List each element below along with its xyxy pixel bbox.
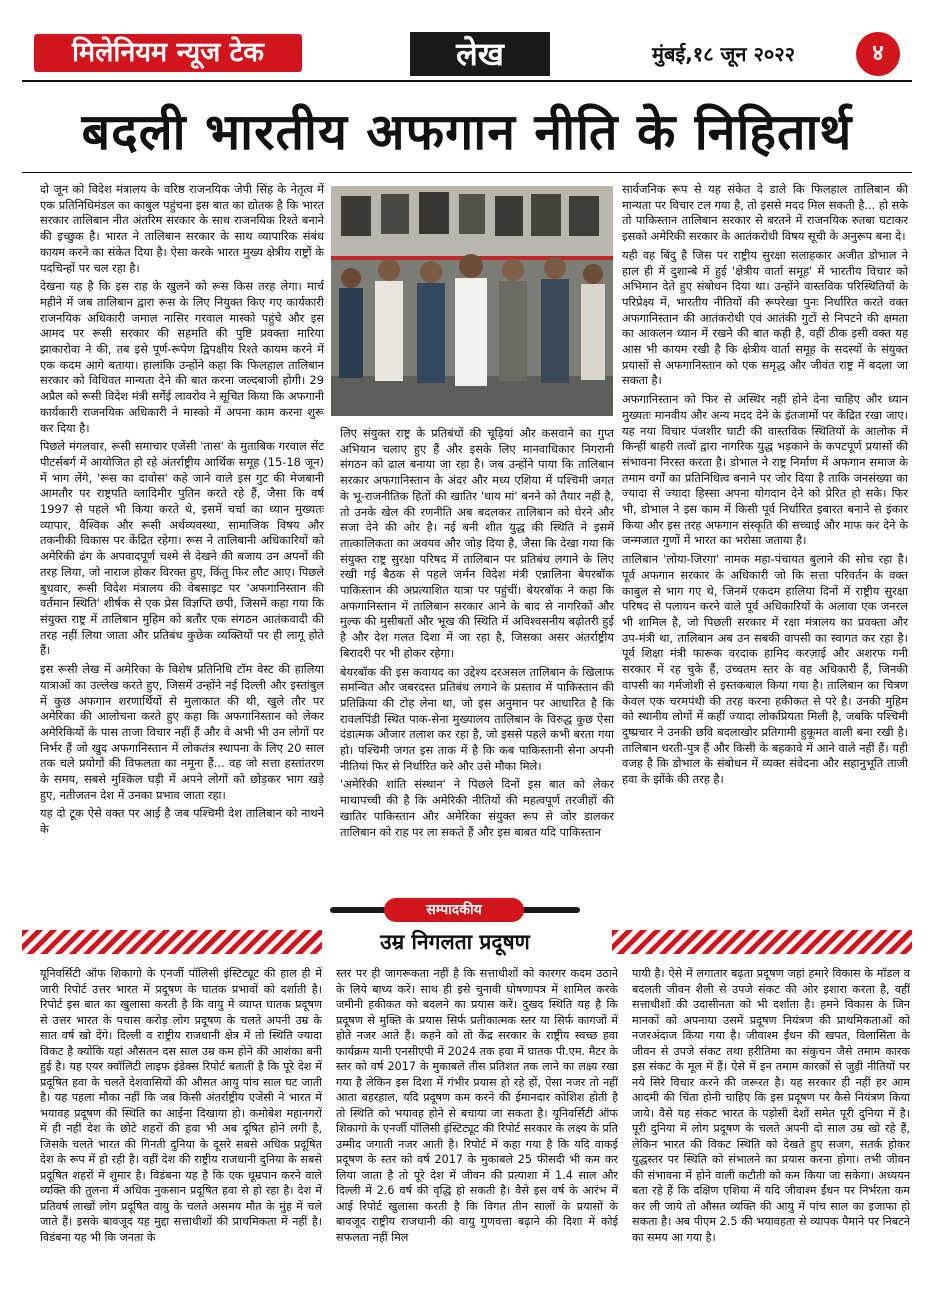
editorial-paragraph: यूनिवर्सिटी ऑफ शिकागो के एनर्जी पॉलिसी इंस्टिट्यूट की हाल ही में जारी रिपोर्ट उत्तर भारत में प्रदूषण के घातक प्रभावों को दर्शाती है। रिपोर्ट इस बात का खुलासा करती है कि वायु में व्याप्त घातक प्रदूषण से उत्तर भारत के पचास करोड़ लोग प्रदूषण के चलते अपनी उम्र के सात वर्ष खो देंगे। दिल्ली व राष्ट्रीय राजधानी क्षेत्र में तो स्थिति ज्यादा विकट है क्योंकि यहां औसतन दस साल उम्र कम होने की आशंका बनी हुई है। यह एयर क्वॉलिटी लाइफ इंडेक्स रिपोर्ट बताती है कि पूरे देश में प्रदूषित हवा के चलते देशवासियों की औसत आयु पांच साल घट जाती है। यह पहला मौका नहीं कि जब किसी अंतर्राष्ट्रीय एजेंसी ने भारत में भयावह प्रदूषण की स्थिति का आईना दिखाया हो। कमोबेश महानगरों में ही नहीं देश के छोटे शहरों की हवा भी अब दूषित होने लगी है, जिसके चलते भारत की गिनती दुनिया के दूसरे सबसे अधिक प्रदूषित देश के रूप में हो रही है। वहीं देश की राष्ट्रीय राजधानी दुनिया के सबसे प्रदूषित शहरों में शुमार है। विडंबना यह है कि एक धूम्रपान करने वाले व्यक्ति की तुलना में अधिक नुकसान प्रदूषित हवा से हो रहा है। देश में प्रतिवर्ष लाखों लोग प्रदूषित वायु के चलते असमय मौत के मुंह में चले जाते हैं। इसके बावजूद यह मुद्दा सत्ताधीशों की प्राथमिकता में नहीं है। विडंबना यह भी कि जनता के <box>40 967 322 1244</box>
article-paragraph: 'अमेरिकी शांति संस्थान' ने पिछले दिनों इस बात को लेकर माथापच्ची की है कि अमेरिकी नीतियों की महत्वपूर्ण तरजीहों की खातिर पाकिस्तान और अमेरिका संयुक्त रूप से जोर डालकर तालिबान को राह पर ला सकते हैं और इस बाबत यदि पाकिस्तान <box>340 777 614 839</box>
article-paragraph: यही वह बिंदु है जिस पर राष्ट्रीय सुरक्षा सलाहकार अजीत डोभाल ने हाल ही में दुशान्बे में हुई 'क्षेत्रीय वार्ता समूह' में भारतीय विचार को अभिमान देते हुए संबोधन दिया था। उन्होंने वास्तविक परिस्थितियों के परिप्रेक्ष्य में, भारतीय नीतियों की रूपरेखा पुनः निर्धारित करते वक्त अफगानिस्तान की आतंकरोधी एवं आतंकी गुटों से निपटने की क्षमता का आकलन ध्यान में रखने की बात कही है, वहीं ठीक इसी वक्त यह आस भी कायम रखी है कि क्षेत्रीय वार्ता समूह के सदस्यों के संयुक्त प्रयासों से अफगानिस्तान को एक समृद्ध और जीवंत राष्ट्र में बदला जा सकता है। <box>622 247 908 388</box>
issue-date: मुंबई,१८ जून २०२२ <box>652 42 796 66</box>
delegation-photo-illustration <box>331 186 613 416</box>
page-number: ४ <box>856 32 900 76</box>
article-paragraph: सार्वजनिक रूप से यह संकेत दे डाले कि फिलहाल तालिबान की मान्यता पर विचार टल गया है, तो इससे मदद मिल सकती है... हो सके तो पाकिस्तान तालिबान सरकार से बरतने में राजनयिक रुतबा घटाकर इसको अमेरिकी सरकार के आतंकरोधी विषय सूची के अनुरूप बना दे। <box>622 182 908 244</box>
editorial-column-2 <box>336 966 618 1266</box>
article-paragraph: लिए संयुक्त राष्ट्र के प्रतिबंधों की चूड़ियां और कसवाने का गुप्त अभियान चलाए हुए हैं और इसके लिए मानवाधिकार निगरानी संगठन को ढाल बनाया जा रहा है। जब उन्होंने पाया कि तालिबान सरकार अफगानिस्तान के अंदर और मध्य एशिया में पश्चिमी जगत के भू-राजनीतिक हितों की खातिर 'धाय मां' बनने को तैयार नहीं है, तो उनके खेल की रणनीति अब बदलकर तालिबान को घेरने और सजा देने की ओर है। नई बनी शीत युद्ध की स्थिति ने इसमें तात्कालिकता का अवयव और जोड़ दिया है, जैसा कि देखा गया कि संयुक्त राष्ट्र सुरक्षा परिषद में तालिबान पर प्रतिबंध लगाने के लिए रखी गई बैठक से पहले जर्मन विदेश मंत्री एन्नालिना बेयरबॉक पाकिस्तान की अप्रत्याशित यात्रा पर पहुंचीं। बेयरबॉक ने कहा कि अफगानिस्तान में तालिबान सरकार आने के बाद से नागरिकों और मुल्क की मुसीबतों और भूख की स्थिति में अविश्वसनीय बढ़ोतरी हुई है और देश गलत दिशा में जा रहा है, जिसका असर अंतर्राष्ट्रीय बिरादरी पर भी होकर रहेगा। <box>340 426 614 660</box>
article-paragraph: बेयरबॉक की इस कवायद का उद्देश्य दरअसल तालिबान के खिलाफ समन्वित और जबरदस्त प्रतिबंध लगाने के प्रस्ताव में पाकिस्तान की प्रतिक्रिया की टोह लेना था, जो इस अनुमान पर आधारित है कि रावलपिंडी स्थित पाक-सेना मुख्यालय तालिबान के विरुद्ध कुछ ऐसा दंडात्मक औजार तलाश कर रहा है, जो इससे पहले कभी बरता गया हो। पश्चिमी जगत इस ताक में है कि कब पाकिस्तानी सेना अपनी नीतियां फिर से निर्धारित करे और उसे मौका मिले। <box>340 664 614 773</box>
decorative-stripe-left <box>22 930 322 954</box>
editorial-column-3 <box>632 966 910 1266</box>
decorative-stripe-right <box>612 930 912 954</box>
article-paragraph: देखना यह है कि इस राह के खुलने को रूस किस तरह लेगा। मार्च महीने में जब तालिबान द्वारा रूस के लिए नियुक्त किए गए कार्यकारी राजनयिक अधिकारी जमाल नासिर गरवाल मास्को पहुंचे और इस आमद पर रूसी सरकार की सहमति की पुष्टि प्रवक्ता मारिया झाकारोवा ने की, तब इसे पूर्ण-रूपेण द्विपक्षीय रिश्ते कायम करने में एक कदम आगे बताया। हालांकि उन्होंने कहा कि फिलहाल तालिबान सरकार को विधिवत मान्यता देने की बात करना जल्दबाजी होगी। 29 अप्रैल को रूसी विदेश मंत्री सर्गेई लावरोव ने सूचित किया कि अफगानी कार्यकारी राजनयिक अधिकारी ने मास्को में अपना काम करना शुरू कर दिया है। <box>40 279 324 435</box>
article-column-3 <box>622 182 908 878</box>
article-headline: बदली भारतीय अफगान नीति के निहितार्थ <box>81 103 853 161</box>
article-column-2 <box>340 426 614 878</box>
article-paragraph: इस रूसी लेख में अमेरिका के विशेष प्रतिनिधि टॉम वेस्ट की हालिया यात्राओं का उल्लेख करते हुए, जिसमें उन्होंने नई दिल्ली और इस्तांबुल में कुछ अफगान शरणार्थियों से मुलाकात की थी, खुले तौर पर अमेरिका की आलोचना करते हुए कहा कि अफगानिस्तान को लेकर अमेरिकियों के पास ताजा विचार नहीं हैं और वे अभी भी उन लोगों पर निर्भर हैं जो खुद अफगानिस्तान में लोकतंत्र स्थापना के लिए 20 साल तक चले प्रयोगों की विफलता का नमूना हैं... वह जो सत्ता हस्तांतरण के समय, सबसे मुश्किल घड़ी में अपने लोगों को छोड़कर भाग खड़े हुए, नतीजतन देश में उनका प्रभाव जाता रहा। <box>40 662 324 802</box>
editorial-column-1 <box>40 966 322 1266</box>
article-paragraph: पिछले मंगलवार, रूसी समाचार एजेंसी 'तास' के मुताबिक गरवाल सेंट पीटर्सबर्ग में आयोजित हो रहे अंतर्राष्ट्रीय आर्थिक समूह (15-18 जून) में भाग लेंगे, 'रूस का दावोस' कहे जाने वाले इस गुट की मेजबानी आमतौर पर राष्ट्रपति व्लादिमीर पुतिन करते रहे हैं, जैसा कि वर्ष 1997 से पहले भी किया करते थे, इसमें चर्चा का ध्यान मुख्यतः व्यापार, वैश्विक और रूसी अर्थव्यवस्था, सामाजिक विषय और तकनीकी विकास पर केंद्रित रहेगा। रूस ने तालिबानी अधिकारियों को अमेरिकी ढंग के अपवादपूर्ण चश्मे से देखने की बजाय उन अपनों की तरह लिया, जो नाराज होकर विरक्त हुए, किंतु फिर लौट आए। पिछले बुधवार, रूसी विदेश मंत्रालय की वेबसाइट पर 'अफगानिस्तान की वर्तमान स्थिति' शीर्षक से एक प्रेस विज्ञप्ति छपी, जिसमें कहा गया कि संयुक्त राष्ट्र में तालिबान मुहिम को बतौर एक संगठन आतंकवादी की तरह नहीं लिया जाता और प्रतिबंध कुछेक व्यक्तियों पर ही लागू होते हैं। <box>40 439 324 658</box>
article-paragraph: यह दो टूक ऐसे वक्त पर आई है जब पश्चिमी देश तालिबान को नाथने के <box>40 806 324 837</box>
editorial-section-label: सम्पादकीय <box>384 898 524 922</box>
headline-rule <box>22 172 912 173</box>
article-paragraph: तालिबान 'लोया-जिरगा' नामक महा-पंचायत बुलाने की सोच रहा है। पूर्व अफगान सरकार के अधिकारी जो कि सत्ता परिवर्तन के वक्त काबुल से भाग गए थे, जिनमें एकदम हालिया दिनों में राष्ट्रीय सुरक्षा परिषद से पलायन करने वाले पूर्व अधिकारियों के अलावा एक जनरल भी शामिल है, जो पिछली सरकार में रक्षा मंत्रालय का प्रवक्ता और उप-मंत्री था, तालिबान अब उन सबकी वापसी का स्वागत कर रहा है। पूर्व शिक्षा मंत्री फारूक वरदाक हामिद करज़ाई और अशरफ गनी सरकार में रह चुके हैं, उच्चतम स्तर के वह अधिकारी हैं, जिनकी वापसी का गर्मजोशी से इस्तकबाल किया गया है। तालिबान का चित्रण केवल एक चरमपंथी की तरह करना हकीकत से परे है। उनकी मुहिम को स्थानीय लोगों में कहीं ज्यादा लोकप्रियता मिली है, जबकि पश्चिमी दुष्प्रचार ने उनकी छवि बदलाखोर प्रतिगामी हुकूमत वाली बना रखी है। तालिबान धरती-पुत्र हैं और किसी के बहकावे में आने वाले नहीं हैं। यही वजह है कि डोभाल के संबोधन में व्यक्त संवेदना और सहानुभूति ताजी हवा के झोंके की तरह है। <box>622 552 908 787</box>
article-paragraph: अफगानिस्तान को फिर से अस्थिर नहीं होने देना चाहिए और ध्यान मुख्यतः मानवीय और अन्य मदद देने के इंतजामों पर केंद्रित रखा जाए। यह नया विचार पंजशीर घाटी की वास्तविक स्थितियों के आलोक में किन्हीं बाहरी तत्वों द्वारा नागरिक युद्ध भड़काने के कपटपूर्ण प्रयासों की संभावना निरस्त करता है। डोभाल ने राष्ट्र निर्माण में अफगान समाज के तमाम वर्गों का प्रतिनिधित्व बनाने पर जोर दिया है ताकि जनसंख्या का ज्यादा से ज्यादा हिस्सा अपना योगदान देने को प्रेरित हो सके। फिर भी, डोभाल ने इस काम में किसी पूर्व निर्धारित इबारत बनाने से इंकार किया और इस तरह अफगान संस्कृति की सच्चाई और माफ कर देने के जन्मजात गुणों में भारत का भरोसा जताया है। <box>622 392 908 548</box>
news-photo <box>331 186 613 416</box>
masthead-rule <box>22 80 912 82</box>
masthead <box>22 32 902 76</box>
article-column-1 <box>40 182 324 878</box>
editorial-paragraph: स्तर पर ही जागरूकता नहीं है कि सत्ताधीशों को कारगर कदम उठाने के लिये बाध्य करें। साथ ही इसे चुनावी घोषणापत्र में शामिल करके जमीनी हकीकत को बदलने का प्रयास करें। दुखद स्थिति यह है कि प्रदूषण से मुक्ति के प्रयास सिर्फ प्रतीकात्मक स्तर या सिर्फ कागजों में होते नजर आते हैं। कहने को तो केंद्र सरकार के राष्ट्रीय स्वच्छ हवा कार्यक्रम यानी एनसीएपी में 2024 तक हवा में घातक पी.एम. मैटर के स्तर को वर्ष 2017 के मुकाबले तीस प्रतिशत तक लाने का लक्ष्य रखा गया है लेकिन इस दिशा में गंभीर प्रयास हो रहे हों, ऐसा नजर तो नहीं आता बहरहाल, यदि प्रदूषण कम करने की ईमानदार कोशिश होती है तो स्थिति को भयावह होने से बचाया जा सकता है। यूनिवर्सिटी ऑफ शिकागो के एनर्जी पॉलिसी इंस्टिट्यूट की रिपोर्ट सरकार के लक्ष्य के प्रति उम्मीद जगाती नजर आती है। रिपोर्ट में कहा गया है कि यदि वाकई प्रदूषण के स्तर को वर्ष 2017 के मुकाबले 25 फीसदी भी कम कर लिया जाता है तो पूरे देश में जीवन की प्रत्याशा में 1.4 साल और दिल्ली में 2.6 वर्ष की वृद्धि हो सकती है। वैसे इस वर्ष के आरंभ में आई रिपोर्ट खुलासा करती है कि विगत तीन सालों के प्रयासों के बावजूद राष्ट्रीय राजधानी की वायु गुणवत्ता बढ़ाने की दिशा में कोई सफलता नहीं मिल <box>336 967 618 1244</box>
section-name: लेख <box>410 32 550 76</box>
article-paragraph: दो जून को विदेश मंत्रालय के वरिष्ठ राजनयिक जेपी सिंह के नेतृत्व में एक प्रतिनिधिमंडल का काबुल पहुंचना इस बात का द्योतक है कि भारत सरकार तालिबान नीत अंतरिम सरकार के साथ राजनयिक रिश्ते बनाने की इच्छुक है। भारत ने तालिबान सरकार के साथ व्यापारिक संबंध कायम करने का संकेत दिया है। ऐसा करके भारत मुख्य क्षेत्रीय राष्ट्रों के पदचिन्हों पर चल रहा है। <box>40 182 324 275</box>
editorial-headline: उम्र निगलता प्रदूषण <box>380 930 530 954</box>
editorial-banner <box>330 898 580 922</box>
editorial-paragraph: पायी है। ऐसे में लगातार बढ़ता प्रदूषण जहां हमारे विकास के मॉडल व बदलती जीवन शैली से उपजे संकट की ओर इशारा करता है, वहीं सत्ताधीशों की उदासीनता को भी दर्शाता है। हमने विकास के जिन मानकों को अपनाया उसमें प्रदूषण नियंत्रण की प्राथमिकताओं को नजरअंदाज किया गया है। जीवाश्म ईंधन की खपत, विलासिता के जीवन से उपजे संकट तथा हरीतिमा का संकुचन जैसे तमाम कारक इस संकट के मूल में हैं। ऐसे में इन तमाम कारकों से जुड़ी नीतियों पर नये सिरे विचार करने की जरूरत है। यह सरकार ही नहीं हर आम आदमी की चिंता होनी चाहिए कि इस प्रदूषण पर कैसे नियंत्रण किया जाये। वैसे यह संकट भारत के पड़ोसी देशों समेत पूरी दुनिया में है। पूरी दुनिया में लोग प्रदूषण के चलते अपनी दो साल उम्र खो रहे हैं, लेकिन भारत की विकट स्थिति को देखते हुए सजग, सतर्क होकर युद्धस्तर पर स्थिति को संभालने का प्रयास करना होगा। तभी जीवन की संभावना में होने वाली कटौती को कम किया जा सकेगा। अध्ययन बता रहे हैं कि दक्षिण एशिया में यदि जीवाश्म ईंधन पर निर्भरता कम कर ली जाये तो औसत व्यक्ति की आयु में पांच साल का इजाफा हो सकता है। अब पीएम 2.5 की भयावहता से व्यापक पैमाने पर निबटने का समय आ गया है। <box>632 967 910 1244</box>
paper-name: मिलेनियम न्यूज टेक <box>34 34 302 72</box>
